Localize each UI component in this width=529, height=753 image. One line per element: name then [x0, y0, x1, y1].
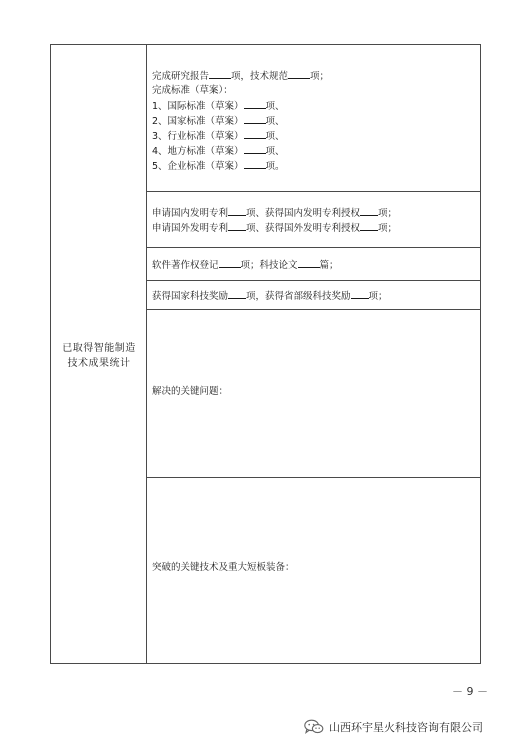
blank-field[interactable]: [209, 68, 231, 79]
blank-field[interactable]: [244, 113, 266, 124]
software-line: 软件著作权登记 项；科技论文 篇；: [152, 257, 339, 273]
standards-row: [147, 45, 480, 192]
foreign-patent-line: 申请国外发明专利 项、获得国外发明专利授权 项；: [152, 220, 397, 236]
category-label-line2: 技术成果统计: [67, 358, 131, 369]
breakthrough-row[interactable]: [147, 478, 480, 665]
standard-item: 1、国际标准（草案） 项、: [152, 98, 285, 114]
breakthrough-label: 突破的关键技术及重大短板装备：: [152, 562, 295, 573]
account-name: 山西环宇星火科技咨询有限公司: [329, 721, 483, 734]
category-label: [51, 341, 147, 371]
blank-field[interactable]: [228, 220, 246, 231]
blank-field[interactable]: [360, 220, 378, 231]
blank-field[interactable]: [298, 257, 320, 268]
category-label-line1: 已取得智能制造: [62, 343, 136, 354]
domestic-patent-line: 申请国内发明专利 项、获得国内发明专利授权 项；: [152, 205, 397, 221]
blank-field[interactable]: [360, 205, 378, 216]
page-number: － 9 －: [452, 685, 488, 698]
footer-watermark: [303, 718, 483, 736]
blank-field[interactable]: [288, 68, 310, 79]
awards-row: [147, 281, 480, 310]
blank-field[interactable]: [351, 288, 369, 299]
left-category-cell: [51, 45, 147, 663]
blank-field[interactable]: [244, 128, 266, 139]
blank-field[interactable]: [244, 143, 266, 154]
awards-line: 获得国家科技奖励 项，获得省部级科技奖励 项；: [152, 288, 388, 304]
blank-field[interactable]: [244, 158, 266, 169]
blank-field[interactable]: [228, 288, 246, 299]
standard-item: 2、国家标准（草案） 项、: [152, 113, 285, 129]
standard-item: 5、企业标准（草案） 项。: [152, 158, 285, 174]
standard-item: 4、地方标准（草案） 项、: [152, 143, 285, 159]
standards-heading: 完成标准（草案）：: [152, 85, 233, 96]
software-row: [147, 248, 480, 281]
standard-item: 3、行业标准（草案） 项、: [152, 128, 285, 144]
wechat-icon: [303, 719, 325, 735]
stats-form-table: [50, 44, 481, 664]
blank-field[interactable]: [244, 98, 266, 109]
blank-field[interactable]: [219, 257, 241, 268]
key-problems-label: 解决的关键问题：: [152, 386, 229, 397]
blank-field[interactable]: [228, 205, 246, 216]
patents-row: [147, 192, 480, 248]
key-problems-row[interactable]: [147, 310, 480, 478]
reports-line: 完成研究报告 项，技术规范 项；: [152, 68, 329, 84]
